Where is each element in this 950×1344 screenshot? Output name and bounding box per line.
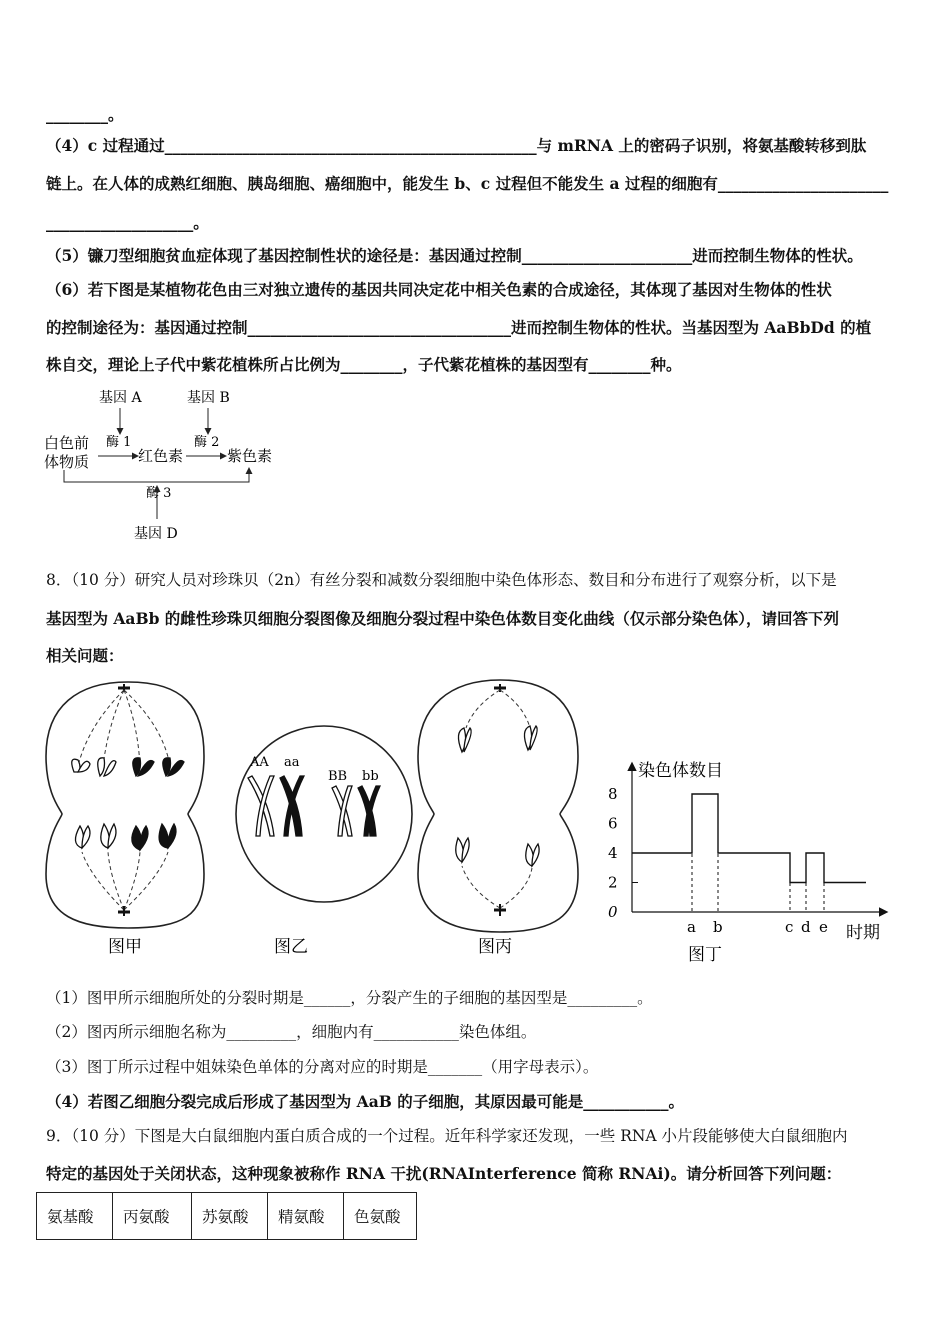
chart-title: 图丁 (688, 945, 722, 965)
question-8-2: （2）图丙所示细胞名称为_________，细胞内有___________染色体组。 (46, 1023, 537, 1041)
gene-d-label: 基因 D (134, 526, 178, 542)
x-mark-label: b (713, 918, 723, 936)
figure-ding-chart (608, 761, 886, 965)
allele-label: AA (250, 755, 269, 770)
figure-jia-cell (46, 682, 204, 928)
allele-label: aa (284, 755, 300, 770)
enzyme-1-label: 酶 1 (106, 435, 132, 450)
text-line: ________。 (46, 105, 124, 124)
gene-a-label: 基因 A (99, 390, 142, 406)
question-9-line2: 特定的基因处于关闭状态，这种现象被称作 RNA 干扰(RNAInterference 简称 RNAi)。请分析回答下列问题： (46, 1164, 842, 1183)
precursor-label: 白色前 (44, 434, 90, 452)
table-cell: 精氨酸 (268, 1193, 344, 1240)
x-mark-label: d (801, 918, 811, 936)
question-8-1: （1）图甲所示细胞所处的分裂时期是______，分裂产生的子细胞的基因型是_________。 (46, 989, 653, 1007)
question-7-4-line1: （4）c 过程通过________________________________________________与 mRNA 上的密码子识别，将氨基酸转移到肽 (46, 136, 867, 155)
purple-pigment-label: 紫色素 (227, 447, 273, 465)
gene-b-label: 基因 B (187, 390, 230, 406)
amino-acid-table (36, 1192, 417, 1240)
allele-label: BB (328, 769, 348, 784)
allele-label: bb (362, 769, 379, 784)
table-cell: 苏氨酸 (192, 1193, 268, 1240)
figure-yi-label: 图乙 (274, 937, 308, 957)
question-8-line2: 基因型为 AaBb 的雌性珍珠贝细胞分裂图像及细胞分裂过程中染色体数目变化曲线（仅示部分染色体），请回答下列 (46, 609, 840, 628)
figure-bing-cell (418, 680, 578, 932)
precursor-label-2: 体物质 (44, 453, 90, 471)
red-pigment-label: 红色素 (138, 447, 184, 465)
table-cell: 色氨酸 (344, 1193, 417, 1240)
pigment-pathway-diagram (44, 384, 294, 549)
question-7-4-line2: 链上。在人体的成熟红细胞、胰岛细胞、癌细胞中，能发生 b、c 过程但不能发生 a 过程的细胞有______________________ (46, 174, 889, 193)
table-row (37, 1193, 417, 1240)
enzyme-3-label: 酶 3 (146, 486, 172, 501)
chromosome-count-line (632, 794, 866, 883)
question-9-line1: 9．（10 分）下图是大白鼠细胞内蛋白质合成的一个过程。近年科学家还发现，一些 RNA 小片段能够使大白鼠细胞内 (46, 1127, 848, 1145)
y-tick-label: 8 (608, 785, 618, 803)
figure-bing-label: 图丙 (478, 937, 512, 957)
y-tick-label: 0 (608, 903, 618, 921)
figure-jia-label: 图甲 (108, 937, 142, 957)
cell-division-figures (38, 676, 918, 976)
question-8-line1: 8．（10 分）研究人员对珍珠贝（2n）有丝分裂和减数分裂细胞中染色体形态、数目和分布进行了观察分析，以下是 (46, 571, 837, 589)
question-8-4: （4）若图乙细胞分裂完成后形成了基因型为 AaB 的子细胞，其原因最可能是___________。 (46, 1092, 684, 1111)
x-mark-label: e (819, 918, 828, 936)
question-7-4-line3: ___________________。 (46, 213, 209, 232)
question-7-6-line3: 株自交，理论上子代中紫花植株所占比例为________，子代紫花植株的基因型有________种。 (46, 355, 682, 374)
table-cell: 氨基酸 (37, 1193, 113, 1240)
y-tick-label: 4 (608, 844, 618, 862)
figure-yi-cell (236, 726, 412, 902)
chart-xlabel: 时期 (846, 923, 880, 943)
question-8-3: （3）图丁所示过程中姐妹染色单体的分离对应的时期是_______（用字母表示）。 (46, 1058, 599, 1076)
table-cell: 丙氨酸 (113, 1193, 192, 1240)
x-mark-label: a (687, 918, 696, 936)
question-7-6-line1: （6）若下图是某植物花色由三对独立遗传的基因共同决定花中相关色素的合成途径，其体现了基因对生物体的性状 (46, 280, 832, 299)
question-8-line3: 相关问题： (46, 646, 124, 665)
enzyme-2-label: 酶 2 (194, 435, 220, 450)
question-7-5: （5）镰刀型细胞贫血症体现了基因控制性状的途径是：基因通过控制______________________进而控制生物体的性状。 (46, 246, 863, 265)
chart-ylabel: 染色体数目 (638, 761, 723, 781)
x-mark-label: c (785, 918, 794, 936)
y-tick-label: 6 (608, 814, 618, 833)
question-7-6-line2: 的控制途径为：基因通过控制__________________________________进而控制生物体的性状。当基因型为 AaBbDd 的植 (46, 318, 872, 337)
y-tick-label: 2 (608, 873, 618, 892)
